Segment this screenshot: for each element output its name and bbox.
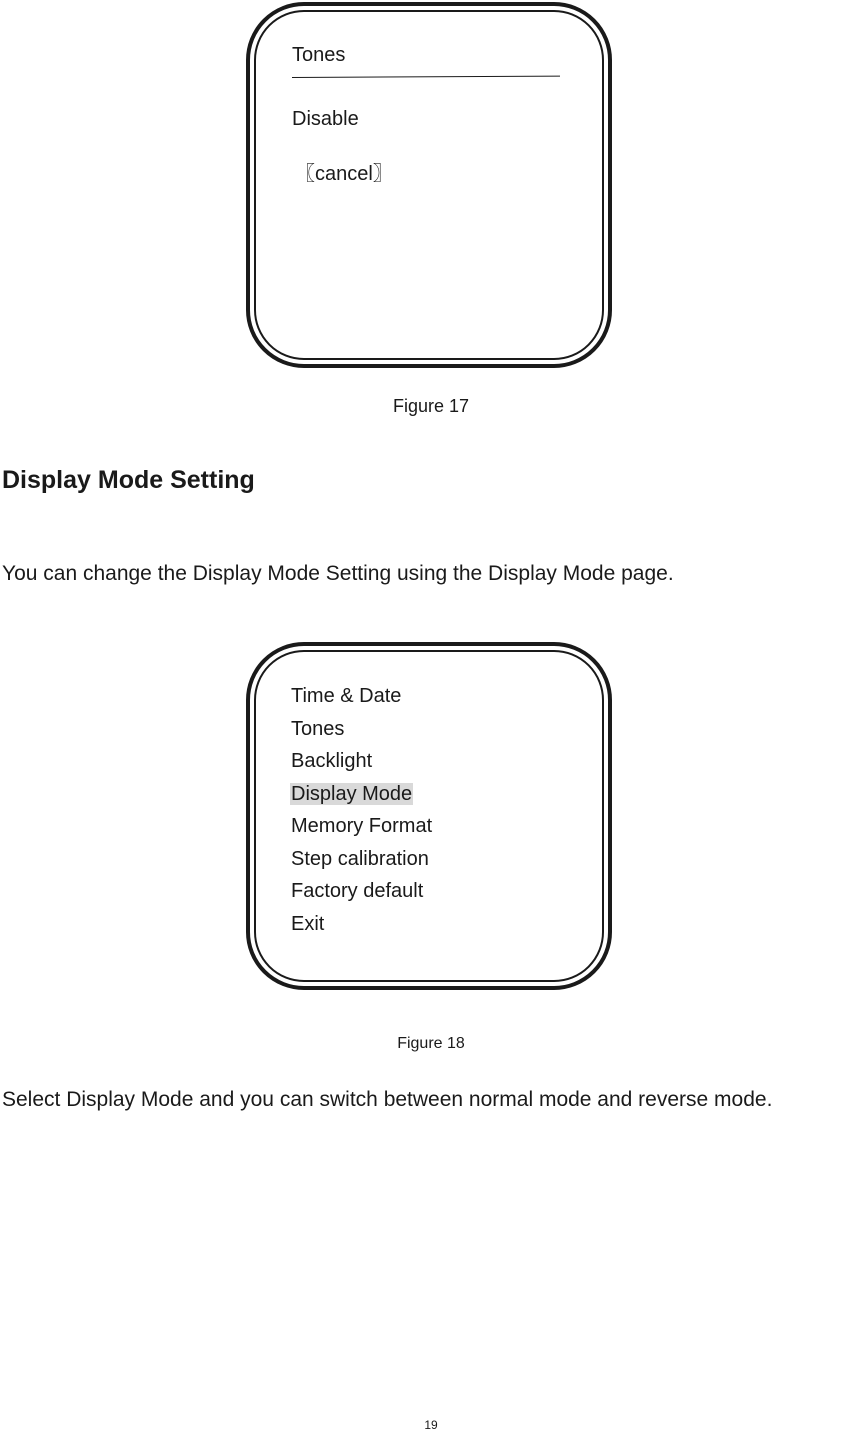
menu-item-exit: Exit <box>291 912 325 935</box>
page-number: 19 <box>424 1418 438 1432</box>
body-paragraph: Select Display Mode and you can switch between normal mode and reverse mode. <box>2 1088 773 1111</box>
menu-item-step-calibration: Step calibration <box>291 847 429 870</box>
menu-item-factory-default: Factory default <box>291 880 424 902</box>
figure-18-device-screen <box>246 642 612 990</box>
figure-17-caption: Figure 17 <box>392 396 470 416</box>
disable-option: Disable <box>292 108 359 130</box>
menu-item-tones: Tones <box>291 717 345 740</box>
figure-18-caption: Figure 18 <box>397 1035 465 1052</box>
intro-paragraph: You can change the Display Mode Setting using the Display Mode page. <box>2 562 674 585</box>
title-divider <box>292 76 560 78</box>
tones-screen-title: Tones <box>292 44 346 66</box>
menu-item-backlight: Backlight <box>291 750 373 772</box>
menu-item-time-date: Time & Date <box>291 685 402 707</box>
menu-item-memory-format: Memory Format <box>291 815 433 837</box>
menu-item-display-mode: Display Mode <box>291 782 413 805</box>
section-heading: Display Mode Setting <box>2 466 255 494</box>
settings-menu <box>290 680 433 940</box>
cancel-option: 〖cancel〗 <box>295 163 393 185</box>
figure-17-device-screen <box>246 2 612 368</box>
